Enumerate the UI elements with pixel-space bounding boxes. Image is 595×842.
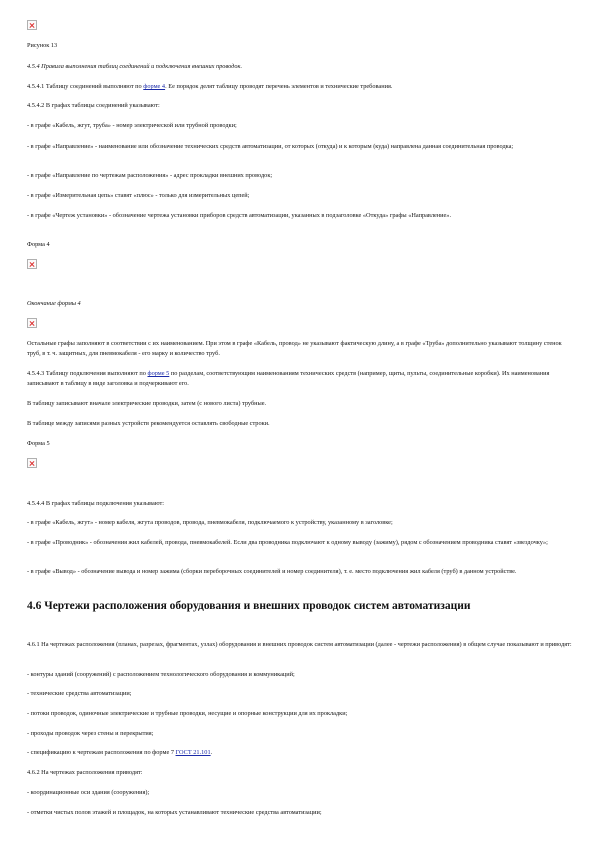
section-title: 4.6 Чертежи расположения оборудования и внешних проводок систем автоматизации xyxy=(27,600,471,612)
form-label: Окончание формы 4 xyxy=(27,300,81,307)
form-label: Форма 4 xyxy=(27,241,50,248)
gost-link[interactable]: ГОСТ 21.101 xyxy=(175,749,211,756)
figure-caption: Рисунок 13 xyxy=(27,42,58,49)
form4-link[interactable]: форме 4 xyxy=(143,83,166,90)
list-item: - в графе «Проводник» - обозначения жил кабелей, провода, пневмокабелей. Если два проводника подключают к одному выводу (зажиму), рядом с обозначением проводника ставят «звездочку»; xyxy=(27,539,548,546)
form5-link[interactable]: форме 5 xyxy=(147,370,170,377)
list-item: - технические средства автоматизации; xyxy=(27,690,132,697)
paragraph: 4.6.1 На чертежах расположения (планах, разрезах, фрагментах, узлах) оборудования и внешних проводок систем автоматизации (далее - чертежи расположения) в общем случае показывают и приводят: xyxy=(27,641,572,648)
broken-image-icon xyxy=(27,259,37,269)
list-item: - в графе «Кабель, жгут, труба» - номер электрической или трубной проводки; xyxy=(27,122,237,129)
list-item: - в графе «Направление» - наименование или обозначение технических средств автоматизации, от которых (откуда) и к которым (куда) направлена данная соединительная проводка; xyxy=(27,143,514,150)
paragraph: 4.5.4.2 В графах таблицы соединений указывают: xyxy=(27,102,160,109)
paragraph: В таблице между записями разных устройств рекомендуется оставлять свободные строки. xyxy=(27,420,270,427)
paragraph: 4.5.4.4 В графах таблицы подключения указывают: xyxy=(27,500,164,507)
list-item: - потоки проводок, одиночные электрические и трубные проводки, несущие и опорные конструкции для их прокладки; xyxy=(27,710,348,717)
broken-image-icon xyxy=(27,20,37,30)
paragraph: Остальные графы заполняют в соответствии с их наименованием. При этом в графе «Кабель, провод» не указывают фактическую длину, а в графе «Труба» дополнительно указывают толщину стенок труб, в т. ч. защитных, для пневмокабеля - его марку и количество труб. xyxy=(27,340,562,357)
list-item: - координационные оси здания (сооружения); xyxy=(27,789,150,796)
broken-image-icon xyxy=(27,458,37,468)
list-item: - в графе «Вывод» - обозначение вывода и номер зажима (сборки переборочных соединителей и номер соединителя), т. е. место подключения жил кабеля (труб) в данном устройстве. xyxy=(27,568,517,575)
paragraph: 4.5.4.3 Таблицу подключения выполняют по форме 5 по разделам, соответствующим наименованиям технических средств (например, щиты, пульты, соединительные коробки). Их наименования записывают в таблицу в виде заголовка и подчеркивают его. xyxy=(27,370,550,387)
broken-image-icon xyxy=(27,318,37,328)
list-item: - в графе «Кабель, жгут» - номер кабеля, жгута проводов, провода, пневмокабеля, подключаемого к устройству, указанному в заголовке; xyxy=(27,519,393,526)
paragraph: 4.6.2 На чертежах расположения приводят: xyxy=(27,769,143,776)
list-item: - в графе «Чертеж установки» - обозначение чертежа установки приборов средств автоматизации, указанных в подзаголовке «Откуда» графы «Направление». xyxy=(27,212,452,219)
section-heading: 4.5.4 Правила выполнения таблиц соединений и подключения внешних проводок. xyxy=(27,63,243,70)
list-item: - в графе «Направление по чертежам расположения» - адрес прокладки внешних проводок; xyxy=(27,172,273,179)
list-item: - спецификацию к чертежам расположения по форме 7 ГОСТ 21.101. xyxy=(27,749,213,756)
paragraph: 4.5.4.1 Таблицу соединений выполняют по форме 4. Ее порядок делят таблицу проводят перечень элементов и технические требования. xyxy=(27,83,393,90)
form-label: Форма 5 xyxy=(27,440,50,447)
list-item: - контуры зданий (сооружений) с расположением технологического оборудования и коммуникаций; xyxy=(27,671,295,678)
paragraph: В таблицу записывают вначале электрические проводки, затем (с нового листа) трубные. xyxy=(27,400,267,407)
list-item: - в графе «Измерительная цепь» ставят «плюс» - только для измерительных цепей; xyxy=(27,192,250,199)
list-item: - отметки чистых полов этажей и площадок, на которых устанавливают технические средства автоматизации; xyxy=(27,809,322,816)
list-item: - проходы проводок через стены и перекрытия; xyxy=(27,730,154,737)
